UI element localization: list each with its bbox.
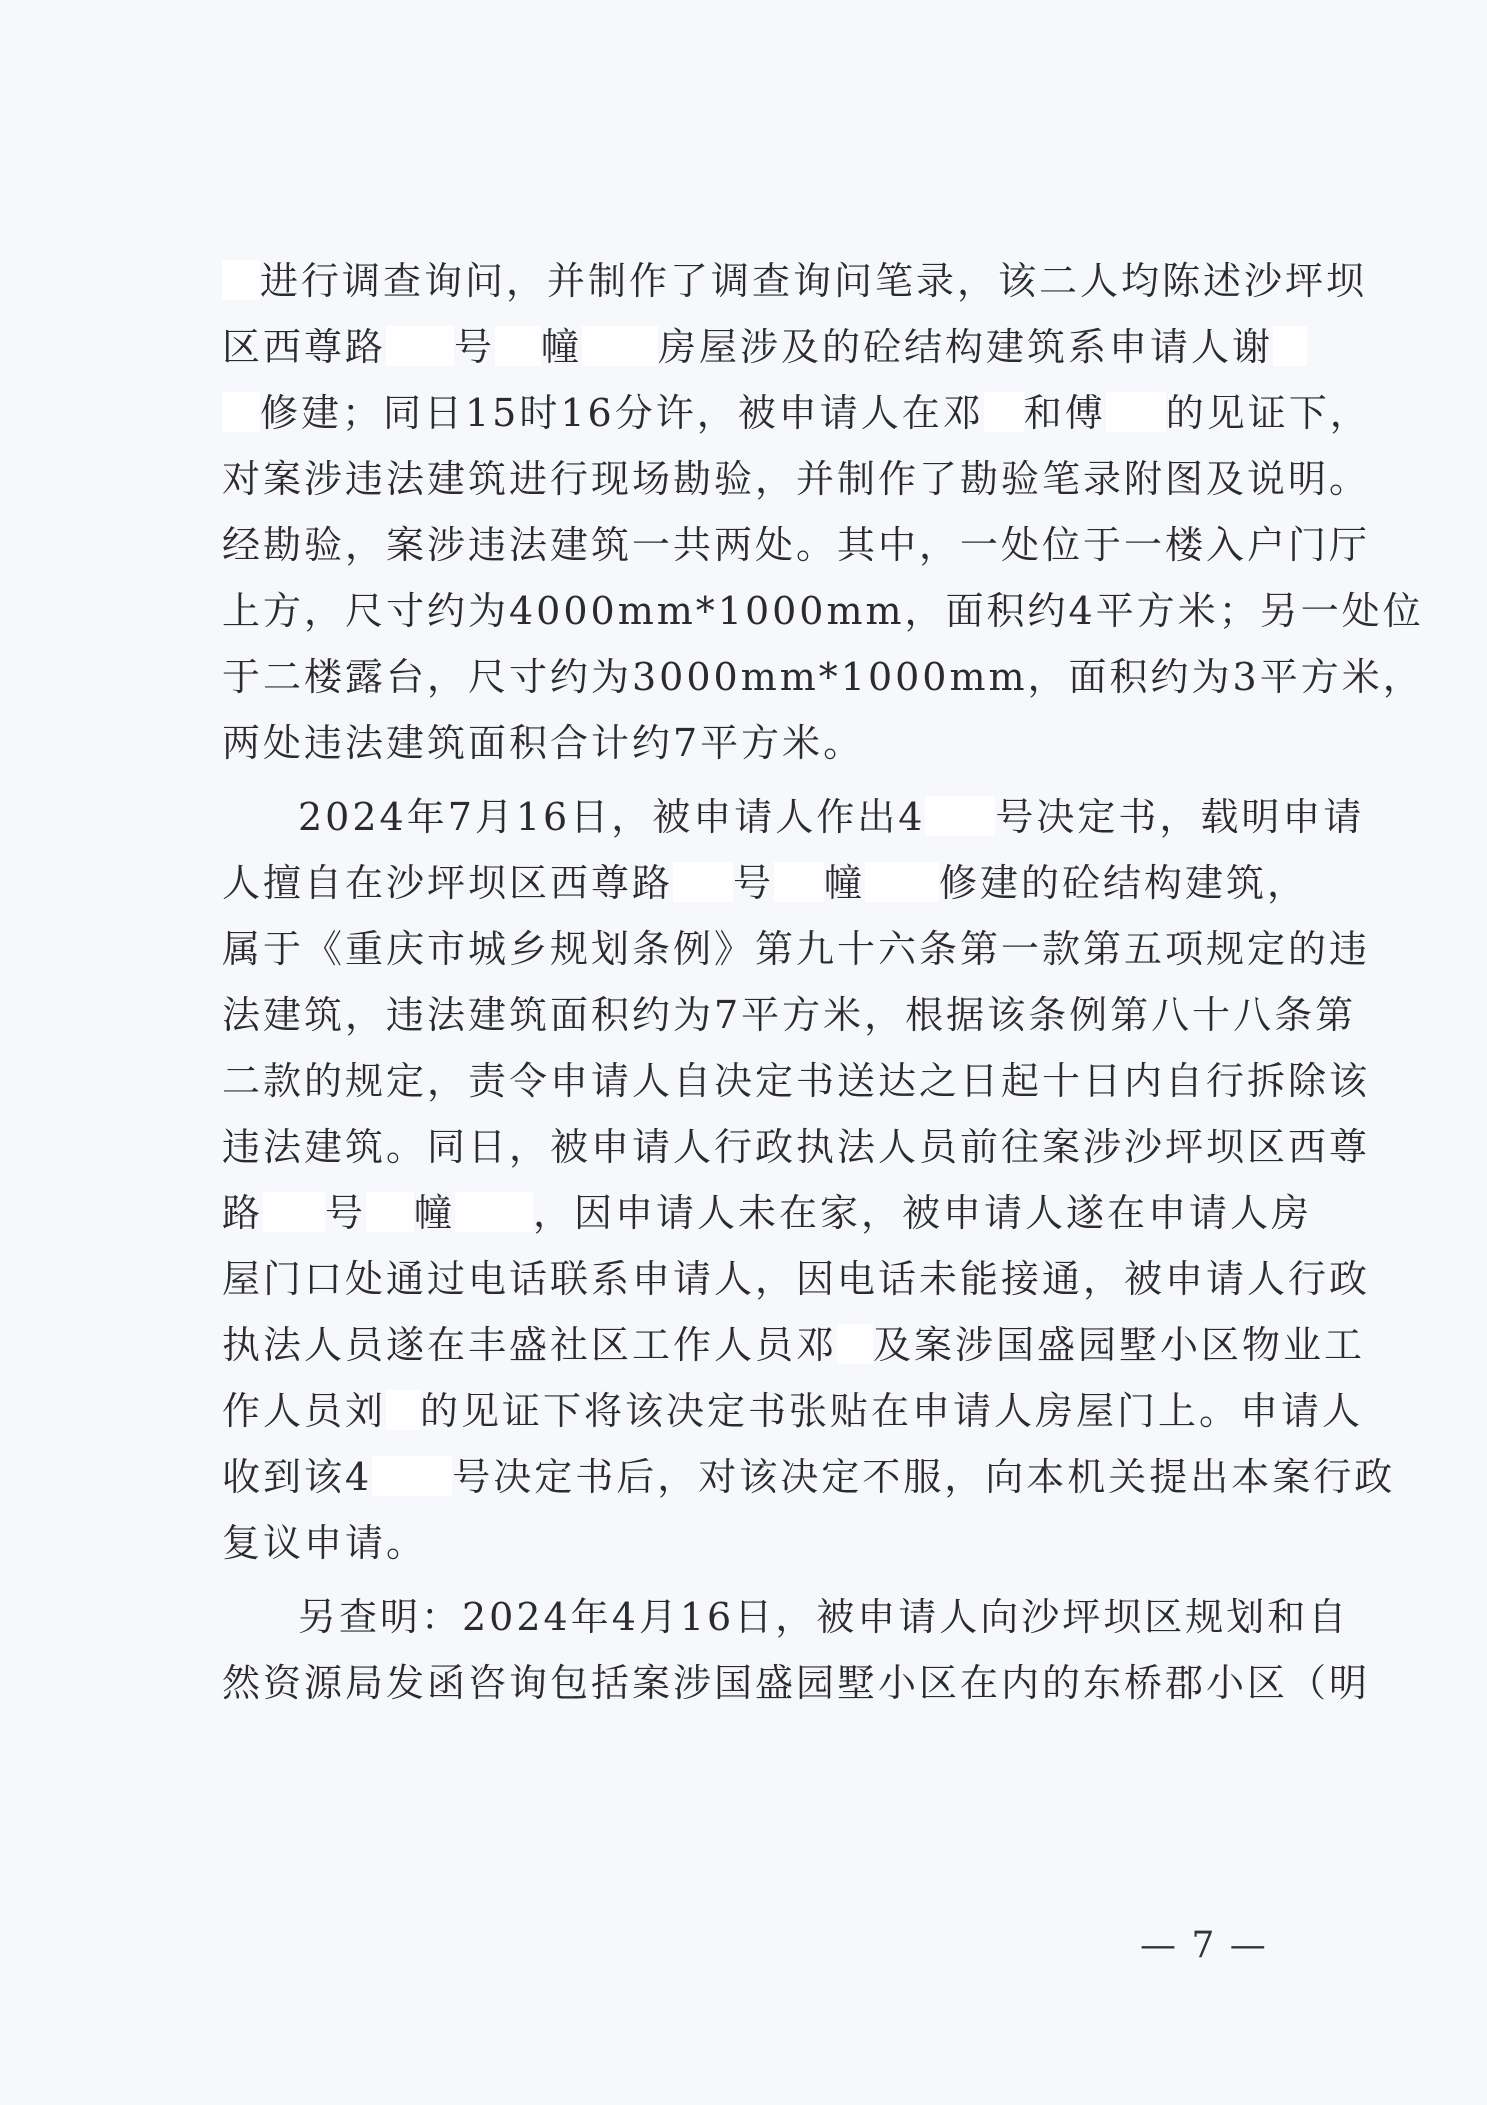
text-fragment: 违法建筑。同日，被申请人行政执法人员前往案涉沙坪坝区西尊: [222, 1125, 1371, 1169]
redaction-block: [837, 1324, 873, 1364]
text-line: [222, 512, 1371, 578]
text-line: [222, 710, 1340, 776]
text-line: [222, 1246, 1371, 1312]
text-line: [222, 1378, 1364, 1444]
text-line: [222, 916, 1371, 982]
text-line: [222, 850, 1340, 916]
text-fragment: 法建筑，违法建筑面积约为7平方米，根据该条例第八十八条第: [222, 993, 1357, 1037]
redaction-block: [582, 326, 658, 366]
text-fragment: 号决定书后，对该决定不服，向本机关提出本案行政: [452, 1455, 1396, 1499]
text-fragment: 的见证下将该决定书张贴在申请人房屋门上。申请人: [420, 1389, 1364, 1433]
text-fragment: 幢: [541, 325, 583, 369]
text-line: [222, 1048, 1371, 1114]
text-fragment: ，因申请人未在家，被申请人遂在申请人房: [533, 1191, 1313, 1235]
text-line: [222, 1510, 1340, 1576]
text-fragment: 幢: [414, 1191, 456, 1235]
redaction-block: [222, 392, 260, 432]
redaction-block: [1273, 326, 1307, 366]
text-fragment: 复议申请。: [222, 1521, 428, 1565]
document-body: [222, 248, 1424, 1716]
text-line: [222, 1312, 1366, 1378]
text-fragment: 路: [222, 1191, 264, 1235]
redaction-block: [495, 326, 541, 366]
text-fragment: 和傅: [1023, 391, 1106, 435]
text-fragment: 二款的规定，责令申请人自决定书送达之日起十日内自行拆除该: [222, 1059, 1371, 1103]
text-fragment: 修建；同日15时16分许，被申请人在邓: [260, 391, 984, 435]
text-line: [222, 1114, 1371, 1180]
text-line: [222, 1584, 1350, 1650]
redaction-block: [1106, 392, 1166, 432]
text-line: [222, 380, 1371, 446]
text-fragment: 两处违法建筑面积合计约7平方米。: [222, 721, 865, 765]
text-line: [222, 578, 1424, 644]
redaction-block: [386, 326, 454, 366]
text-fragment: 然资源局发函咨询包括案涉国盛园墅小区在内的东桥郡小区（明: [222, 1661, 1371, 1705]
text-line: [222, 644, 1424, 710]
text-fragment: 号决定书，载明申请: [995, 795, 1365, 839]
text-line: [222, 446, 1371, 512]
text-fragment: 属于《重庆市城乡规划条例》第九十六条第一款第五项规定的违: [222, 927, 1371, 971]
text-fragment: 上方，尺寸约为4000mm*1000mm，面积约4平方米；另一处位: [222, 589, 1424, 633]
redaction-block: [366, 1192, 414, 1232]
text-fragment: 对案涉违法建筑进行现场勘验，并制作了勘验笔录附图及说明。: [222, 457, 1371, 501]
redaction-block: [222, 260, 260, 300]
text-fragment: 收到该4: [222, 1455, 373, 1499]
text-fragment: 进行调查询问，并制作了调查询问笔录，该二人均陈述沙坪坝: [260, 259, 1368, 303]
redaction-block: [455, 1192, 533, 1232]
text-line: [222, 784, 1365, 850]
redaction-block: [925, 796, 995, 836]
text-fragment: 作人员刘: [222, 1389, 387, 1433]
redaction-block: [673, 862, 733, 902]
text-fragment: 屋门口处通过电话联系申请人，因电话未能接通，被申请人行政: [222, 1257, 1371, 1301]
text-fragment: 及案涉国盛园墅小区物业工: [873, 1323, 1366, 1367]
text-fragment: 于二楼露台，尺寸约为3000mm*1000mm，面积约为3平方米，: [222, 655, 1424, 699]
text-fragment: 区西尊路: [222, 325, 387, 369]
redaction-block: [372, 1456, 452, 1496]
text-fragment: 2024年7月16日，被申请人作出4: [298, 795, 926, 839]
text-fragment: 另查明：2024年4月16日，被申请人向沙坪坝区规划和自: [298, 1595, 1350, 1639]
text-fragment: 执法人员遂在丰盛社区工作人员邓: [222, 1323, 838, 1367]
page-number: — 7 —: [1140, 1925, 1268, 1966]
text-line: [222, 314, 1340, 380]
text-fragment: 的见证下，: [1165, 391, 1371, 435]
text-fragment: 人擅自在沙坪坝区西尊路: [222, 861, 674, 905]
text-fragment: 房屋涉及的砼结构建筑系申请人谢: [658, 325, 1274, 369]
text-fragment: 号: [454, 325, 496, 369]
redaction-block: [865, 862, 939, 902]
redaction-block: [263, 1192, 325, 1232]
redaction-block: [984, 392, 1024, 432]
text-line: [222, 1444, 1396, 1510]
text-fragment: 经勘验，案涉违法建筑一共两处。其中，一处位于一楼入户门厅: [222, 523, 1371, 567]
text-fragment: 修建的砼结构建筑，: [939, 861, 1309, 905]
text-fragment: 幢: [824, 861, 866, 905]
text-line: [222, 1180, 1340, 1246]
text-line: [222, 1650, 1371, 1716]
text-line: [222, 982, 1357, 1048]
text-line: [222, 248, 1368, 314]
redaction-block: [386, 1390, 420, 1430]
redaction-block: [774, 862, 824, 902]
text-fragment: 号: [733, 861, 775, 905]
text-fragment: 号: [325, 1191, 367, 1235]
